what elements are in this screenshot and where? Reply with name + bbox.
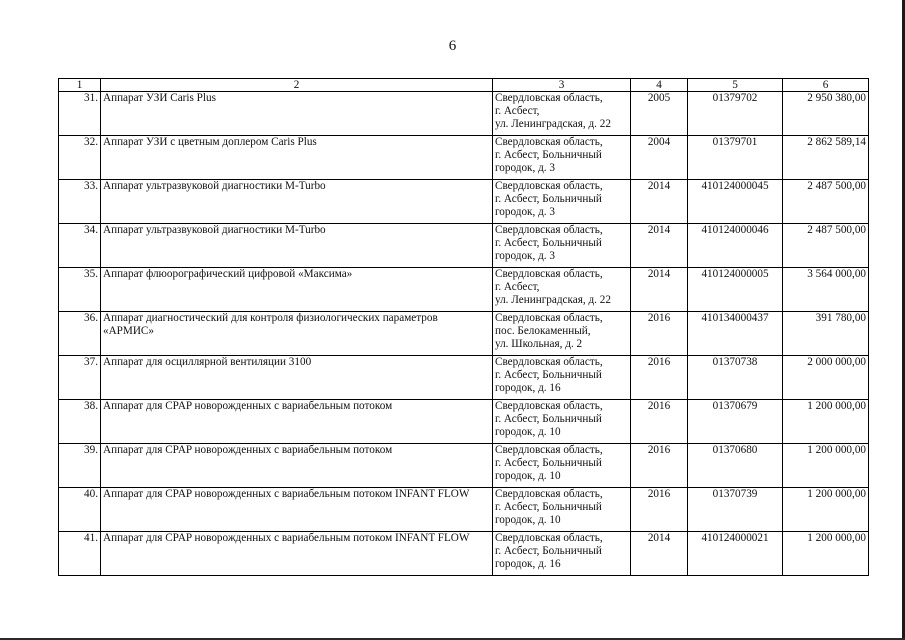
address-line: Свердловская область,: [495, 268, 603, 280]
address-cell: [493, 356, 631, 400]
year-cell: 2014: [631, 532, 688, 576]
address-line: Свердловская область,: [495, 488, 603, 500]
address-line: г. Асбест, Больничный: [495, 413, 602, 425]
equipment-name-cell: Аппарат ультразвуковой диагностики M-Turbo: [101, 224, 493, 268]
table-row: [59, 444, 869, 488]
row-number-cell: 32.: [59, 136, 101, 180]
row-number-cell: 41.: [59, 532, 101, 576]
equipment-name-cell: Аппарат для осциллярной вентиляции 3100: [101, 356, 493, 400]
table-header-row: [59, 79, 869, 92]
column-header-index: 1: [59, 79, 101, 92]
address-line: ул. Ленинградская, д. 22: [495, 118, 611, 130]
equipment-name-cell: Аппарат для CPAP новорожденных с вариабельным потоком INFANT FLOW: [101, 488, 493, 532]
address-line: пос. Белокаменный,: [495, 325, 591, 337]
column-header-year: 4: [631, 79, 688, 92]
row-number-cell: 35.: [59, 268, 101, 312]
address-line: городок, д. 10: [495, 514, 561, 526]
year-cell: 2014: [631, 180, 688, 224]
address-cell: [493, 444, 631, 488]
address-line: Свердловская область,: [495, 356, 603, 368]
address-line: городок, д. 10: [495, 426, 561, 438]
address-cell: [493, 224, 631, 268]
year-cell: 2005: [631, 92, 688, 136]
year-cell: 2016: [631, 356, 688, 400]
inventory-number-cell: 01370679: [688, 400, 783, 444]
year-cell: 2014: [631, 224, 688, 268]
address-cell: [493, 488, 631, 532]
inventory-number-cell: 410134000437: [688, 312, 783, 356]
address-line: Свердловская область,: [495, 400, 603, 412]
inventory-number-cell: 01379701: [688, 136, 783, 180]
cost-cell: 2 000 000,00: [783, 356, 869, 400]
inventory-number-cell: 01370738: [688, 356, 783, 400]
inventory-number-cell: 01379702: [688, 92, 783, 136]
cost-cell: 391 780,00: [783, 312, 869, 356]
address-line: г. Асбест, Больничный: [495, 193, 602, 205]
cost-cell: 2 950 380,00: [783, 92, 869, 136]
address-cell: [493, 400, 631, 444]
year-cell: 2016: [631, 444, 688, 488]
inventory-number-cell: 410124000046: [688, 224, 783, 268]
address-line: ул. Ленинградская, д. 22: [495, 294, 611, 306]
address-line: Свердловская область,: [495, 312, 603, 324]
address-line: г. Асбест, Больничный: [495, 369, 602, 381]
address-cell: [493, 180, 631, 224]
table-row: [59, 224, 869, 268]
address-line: городок, д. 3: [495, 206, 555, 218]
address-line: г. Асбест, Больничный: [495, 237, 602, 249]
table-row: [59, 92, 869, 136]
row-number-cell: 39.: [59, 444, 101, 488]
table-body: [59, 92, 869, 576]
address-line: городок, д. 16: [495, 382, 561, 394]
row-number-cell: 36.: [59, 312, 101, 356]
inventory-number-cell: 410124000021: [688, 532, 783, 576]
table-row: [59, 312, 869, 356]
address-line: Свердловская область,: [495, 224, 603, 236]
address-line: городок, д. 10: [495, 470, 561, 482]
inventory-number-cell: 410124000045: [688, 180, 783, 224]
year-cell: 2016: [631, 488, 688, 532]
address-line: Свердловская область,: [495, 444, 603, 456]
address-line: Свердловская область,: [495, 92, 603, 104]
column-header-address: 3: [493, 79, 631, 92]
address-cell: [493, 532, 631, 576]
table-row: [59, 268, 869, 312]
page-number: 6: [448, 38, 457, 54]
inventory-number-cell: 01370680: [688, 444, 783, 488]
row-number-cell: 40.: [59, 488, 101, 532]
address-cell: [493, 136, 631, 180]
row-number-cell: 34.: [59, 224, 101, 268]
equipment-name-cell: Аппарат ультразвуковой диагностики M-Turbo: [101, 180, 493, 224]
inventory-number-cell: 01370739: [688, 488, 783, 532]
cost-cell: 1 200 000,00: [783, 444, 869, 488]
row-number-cell: 31.: [59, 92, 101, 136]
equipment-registry-table: [58, 78, 869, 576]
address-line: городок, д. 16: [495, 558, 561, 570]
table-row: [59, 180, 869, 224]
cost-cell: 3 564 000,00: [783, 268, 869, 312]
cost-cell: 2 487 500,00: [783, 224, 869, 268]
year-cell: 2016: [631, 312, 688, 356]
address-cell: [493, 268, 631, 312]
address-cell: [493, 312, 631, 356]
table-row: [59, 136, 869, 180]
row-number-cell: 33.: [59, 180, 101, 224]
table-row: [59, 400, 869, 444]
address-line: ул. Школьная, д. 2: [495, 338, 583, 350]
year-cell: 2014: [631, 268, 688, 312]
address-line: Свердловская область,: [495, 532, 603, 544]
table-row: [59, 532, 869, 576]
address-cell: [493, 92, 631, 136]
year-cell: 2016: [631, 400, 688, 444]
address-line: Свердловская область,: [495, 136, 603, 148]
row-number-cell: 37.: [59, 356, 101, 400]
cost-cell: 1 200 000,00: [783, 488, 869, 532]
column-header-cost: 6: [783, 79, 869, 92]
address-line: городок, д. 3: [495, 250, 555, 262]
year-cell: 2004: [631, 136, 688, 180]
inventory-number-cell: 410124000005: [688, 268, 783, 312]
table-row: [59, 356, 869, 400]
address-line: г. Асбест,: [495, 281, 540, 293]
cost-cell: 1 200 000,00: [783, 400, 869, 444]
cost-cell: 2 487 500,00: [783, 180, 869, 224]
equipment-name-cell: Аппарат УЗИ Caris Plus: [101, 92, 493, 136]
equipment-name-cell: Аппарат для CPAP новорожденных с вариабельным потоком: [101, 400, 493, 444]
table-row: [59, 488, 869, 532]
cost-cell: 1 200 000,00: [783, 532, 869, 576]
column-header-inventory: 5: [688, 79, 783, 92]
column-header-name: 2: [101, 79, 493, 92]
address-line: г. Асбест, Больничный: [495, 545, 602, 557]
address-line: г. Асбест, Больничный: [495, 457, 602, 469]
address-line: городок, д. 3: [495, 162, 555, 174]
equipment-name-cell: Аппарат для CPAP новорожденных с вариабельным потоком INFANT FLOW: [101, 532, 493, 576]
address-line: г. Асбест, Больничный: [495, 501, 602, 513]
cost-cell: 2 862 589,14: [783, 136, 869, 180]
equipment-name-cell: Аппарат диагностический для контроля физиологических параметров «АРМИС»: [101, 312, 493, 356]
equipment-name-cell: Аппарат для CPAP новорожденных с вариабельным потоком: [101, 444, 493, 488]
row-number-cell: 38.: [59, 400, 101, 444]
address-line: Свердловская область,: [495, 180, 603, 192]
equipment-name-cell: Аппарат флюорографический цифровой «Максима»: [101, 268, 493, 312]
equipment-name-cell: Аппарат УЗИ с цветным доплером Caris Plus: [101, 136, 493, 180]
address-line: г. Асбест, Больничный: [495, 149, 602, 161]
address-line: г. Асбест,: [495, 105, 540, 117]
